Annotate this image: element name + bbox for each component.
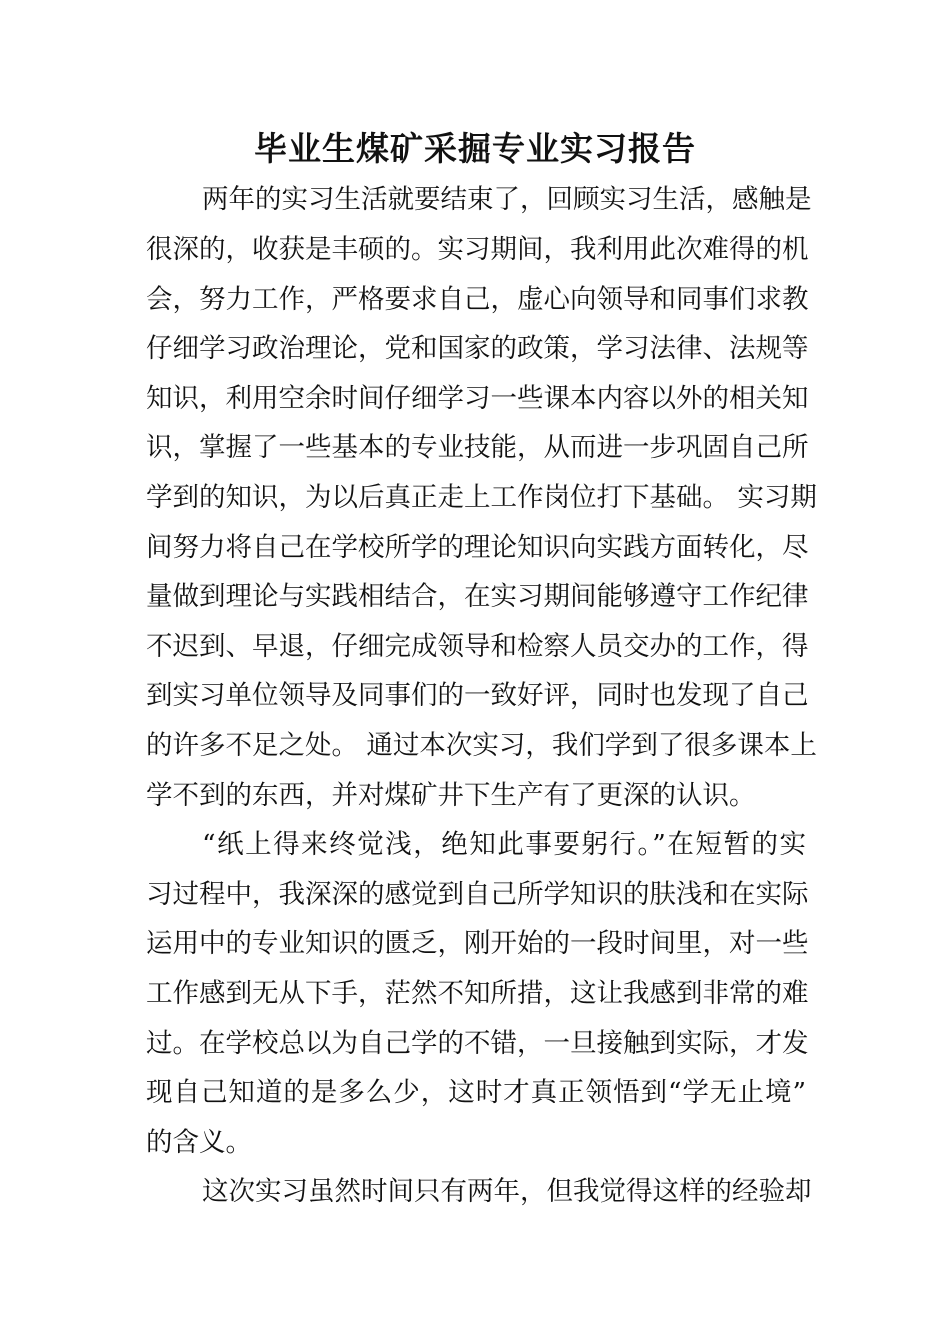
paragraph-2-line-6: 现自己知道的是多么少，这时才真正领悟到“学无止境”	[146, 1077, 806, 1108]
paragraph-1-line-5: 知识，利用空余时间仔细学习一些课本内容以外的相关知	[146, 383, 809, 414]
paragraph-1-line-3: 会，努力工作，严格要求自己，虚心向领导和同事们求教	[146, 284, 809, 315]
paragraph-1-line-4: 仔细学习政治理论，党和国家的政策，学习法律、法规等	[146, 333, 809, 364]
paragraph-1-line-9: 量做到理论与实践相结合，在实习期间能够遵守工作纪律	[146, 581, 809, 612]
paragraph-2-line-1: “纸上得来终觉浅，绝知此事要躬行。”在短暂的实	[202, 829, 806, 860]
paragraph-3-line-1: 这次实习虽然时间只有两年，但我觉得这样的经验却	[202, 1176, 812, 1207]
paragraph-1-line-7: 学到的知识，为以后真正走上工作岗位打下基础。 实习期	[146, 482, 817, 513]
paragraph-1-line-6: 识，掌握了一些基本的专业技能，从而进一步巩固自己所	[146, 432, 809, 463]
document-title: 毕业生煤矿采掘专业实习报告	[254, 129, 696, 168]
paragraph-1-line-8: 间努力将自己在学校所学的理论知识向实践方面转化，尽	[146, 532, 809, 563]
paragraph-1-line-10: 不迟到、早退，仔细完成领导和检察人员交办的工作，得	[146, 631, 809, 662]
paragraph-2-line-2: 习过程中，我深深的感觉到自己所学知识的肤浅和在实际	[146, 879, 809, 910]
paragraph-1-line-11: 到实习单位领导及同事们的一致好评，同时也发现了自己	[146, 680, 809, 711]
paragraph-1-line-12: 的许多不足之处。 通过本次实习，我们学到了很多课本上	[146, 730, 817, 761]
paragraph-2-line-5: 过。在学校总以为自己学的不错，一旦接触到实际，才发	[146, 1028, 809, 1059]
paragraph-1-line-13: 学不到的东西，并对煤矿井下生产有了更深的认识。	[146, 780, 756, 811]
paragraph-2-line-7: 的含义。	[146, 1127, 252, 1158]
paragraph-2-line-4: 工作感到无从下手，茫然不知所措，这让我感到非常的难	[146, 978, 809, 1009]
paragraph-1-line-2: 很深的，收获是丰硕的。实习期间，我利用此次难得的机	[146, 234, 809, 265]
paragraph-2-line-3: 运用中的专业知识的匮乏，刚开始的一段时间里，对一些	[146, 928, 809, 959]
paragraph-1-line-1: 两年的实习生活就要结束了，回顾实习生活，感触是	[202, 184, 812, 215]
